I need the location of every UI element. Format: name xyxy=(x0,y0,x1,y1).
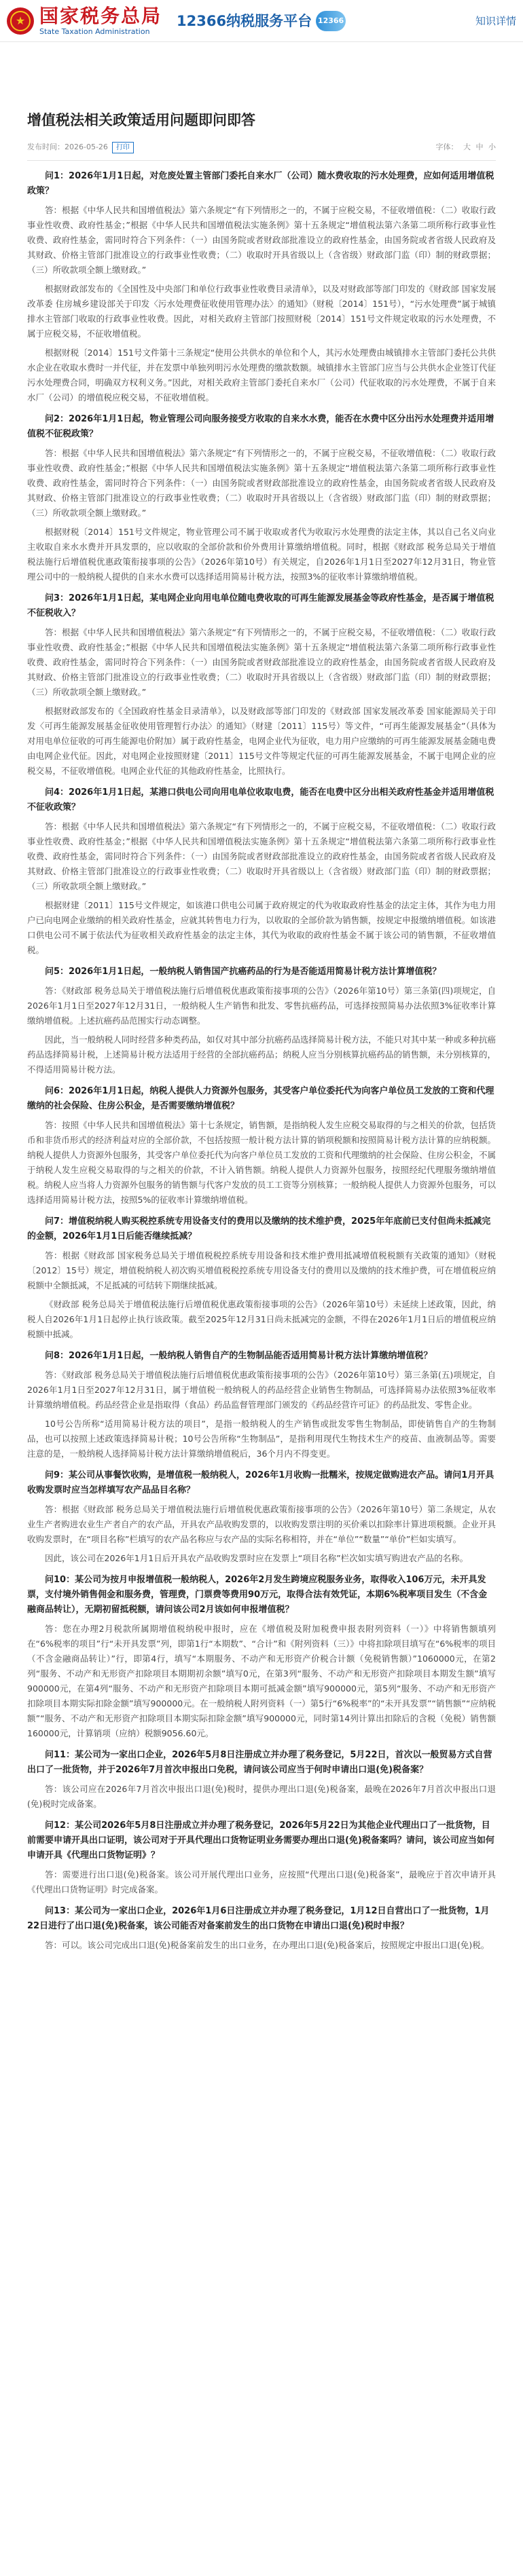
answer-5-paragraph: 答：《财政部 税务总局关于增值税法施行后增值税优惠政策衔接事项的公告》（2026年第10号）第三条第(四)项规定，自2026年1月1日至2027年12月31日，一般纳税人生产销售和批发、零售抗癌药品，可选择按照简易办法依照3%征收率计算缴纳增值税。上述抗癌药品范围实行动态调整。 xyxy=(27,986,496,1026)
font-size-small[interactable]: 小 xyxy=(488,143,496,151)
answer-9-paragraph: 答：根据《财政部 税务总局关于增值税法施行后增值税优惠政策衔接事项的公告》（2026年第10号）第二条规定，从农业生产者购进农业生产者自产的农产品，开具农产品收购发票的，以收购发票注明的买价乘以扣除率计算进项税额。企业开具收购发票时，在“项目名称”栏填写的农产品名称应与农产品的实际名称相符，并在“单位”“数量”“单价”栏如实填写。 xyxy=(27,1504,496,1544)
article-title: 增值税法相关政策适用问题即问即答 xyxy=(27,112,255,128)
answer-9-paragraph: 因此，该公司在2026年1月1日后开具农产品收购发票时应在发票上“项目名称”栏次如实填写购进农产品的名称。 xyxy=(45,1553,469,1563)
answer-11-paragraph: 答：该公司应在2026年7月首次申报出口退(免)税时，提供办理出口退(免)税备案，最晚在2026年7月首次申报出口退(免)税时完成备案。 xyxy=(27,1784,496,1809)
hotline-title[interactable]: 12366纳税服务平台 xyxy=(177,12,312,29)
answer-8-paragraph: 10号公告所称“适用简易计税方法的项目”，是指一般纳税人的生产销售或批发零售生物制品，即使销售自产的生物制品，也可以按照上述政策选择简易计税；10号公告所称“生物制品”，是指利用现代生物技术生产的疫苗、血液制品等。需要注意的是，一般纳税人选择简易计税方法计算缴纳增值税后，36个月内不得变更。 xyxy=(27,1419,496,1459)
site-header xyxy=(0,0,523,42)
answer-1-paragraph: 答：根据《中华人民共和国增值税法》第六条规定“有下列情形之一的，不属于应税交易，不征收增值税：（二）收取行政事业性收费、政府性基金；”根据《中华人民共和国增值税法实施条例》第十五条规定“增值税法第六条第二项所称行政事业性收费、政府性基金，需同时符合下列条件：（一）由国务院或者财政部批准设立的政府性基金，由国务院或者省级人民政府及其财政、价格主管部门批准设立的行政事业性收费；（二）收取时开具省级以上（含省级）财政部门监（印）制的财政票据；（三）所收款项全额上缴财政。” xyxy=(27,205,496,275)
knowledge-detail-link[interactable]: 知识详情 xyxy=(475,14,516,27)
font-size-large[interactable]: 大 xyxy=(463,143,471,151)
tax-emblem-icon[interactable]: ★ xyxy=(7,7,34,35)
answer-5-paragraph: 因此，当一般纳税人同时经营多种类药品，如仅对其中部分抗癌药品选择简易计税方法，不能只对其中某一种或多种抗癌药品选择简易计税，上述简易计税方法适用于经营的全部抗癌药品；纳税人应当分别核算抗癌药品的销售额，未分别核算的，不得适用简易计税方法。 xyxy=(27,1034,496,1075)
article-meta xyxy=(27,140,496,161)
answer-13-paragraph: 答：可以。该公司完成出口退(免)税备案前发生的出口业务，在办理出口退(免)税备案后，按照规定申报出口退(免)税。 xyxy=(45,1940,490,1950)
answer-1-paragraph: 根据财税〔2014〕151号文件第十三条规定“使用公共供水的单位和个人，其污水处理费由城镇排水主管部门委托公共供水企业在收取水费时一并代征，并在发票中单独列明污水处理费的缴款数额。城镇排水主管部门应当与公共供水企业签订代征污水处理费合同，明确双方权利义务。”因此，对相关政府主管部门委托自来水厂（公司）代征收取的污水处理费，不属于自来水厂（公司）的增值税应税交易，不征收增值税。 xyxy=(27,348,496,403)
answer-7-paragraph: 答：根据《财政部 国家税务总局关于增值税税控系统专用设备和技术维护费用抵减增值税税额有关政策的通知》（财税〔2012〕15号）规定，增值税纳税人初次购买增值税税控系统专用设备支付的费用以及缴纳的技术维护费，可在增值税应纳税额中全额抵减，不足抵减的可结转下期继续抵减。 xyxy=(27,1250,496,1290)
answer-1-paragraph: 根据财政部发布的《全国性及中央部门和单位行政事业性收费目录清单》，以及对财政部等部门印发的《财政部 国家发展改革委 住房城乡建设部关于印发〈污水处理费征收使用管理办法〉的通知》（财税〔2014〕151号），“污水处理费”属于城镇排水主管部门收取的行政事业性收费。因此，对相关政府主管部门按照财税〔2014〕151号文件规定收取的污水处理费，不属于应税交易，不征收增值税。 xyxy=(27,284,496,339)
question-8: 问8：2026年1月1日起，一般纳税人销售自产的生物制品能否适用简易计税方法计算缴纳增值税？ xyxy=(45,1351,433,1361)
answer-3-paragraph: 根据财政部发布的《全国政府性基金目录清单》，以及财政部等部门印发的《财政部 国家发展改革委 国家能源局关于印发〈可再生能源发展基金征收使用管理暂行办法〉的通知》（财建〔2011〕115号）等文件，“可再生能源发展基金”（具体为对用电单位征收的可再生能源电价附加）属于政府性基金，电网企业代为征收，电力用户应缴纳的可再生能源发展基金随电费由电网企业代征。因此，对电网企业按照财建〔2011〕115号文件等规定代征的可再生能源发展基金，不属于电网企业的应税交易，不征收增值税。电网企业代征的其他政府性基金，比照执行。 xyxy=(27,706,496,776)
font-size-medium[interactable]: 中 xyxy=(475,143,484,151)
answer-12-paragraph: 答：需要进行出口退(免)税备案。该公司开展代理出口业务，应按照“代理出口退(免)税备案”，最晚应于首次申请开具《代理出口货物证明》时完成备案。 xyxy=(27,1869,496,1894)
question-1: 问1：2026年1月1日起，对危废处置主管部门委托自来水厂（公司）随水费收取的污水处理费，应如何适用增值税政策？ xyxy=(27,171,494,196)
answer-7-paragraph: 《财政部 税务总局关于增值税法施行后增值税优惠政策衔接事项的公告》（2026年第10号）未延续上述政策，因此，纳税人自2026年1月1日起停止执行该政策。截至2025年12月31日尚未抵减完的金额，不得在2026年1月1日后的增值税应纳税额中抵减。 xyxy=(27,1299,496,1339)
answer-2-paragraph: 答：根据《中华人民共和国增值税法》第六条规定“有下列情形之一的，不属于应税交易，不征收增值税：（二）收取行政事业性收费、政府性基金；”根据《中华人民共和国增值税法实施条例》第十五条规定“增值税法第六条第二项所称行政事业性收费、政府性基金，需同时符合下列条件：（一）由国务院或者财政部批准设立的政府性基金，由国务院或者省级人民政府及其财政、价格主管部门批准设立的行政事业性收费；（二）收取时开具省级以上（含省级）财政部门监（印）制的财政票据；（三）所收款项全额上缴财政。” xyxy=(27,448,496,518)
font-size-label: 字体： xyxy=(435,143,458,151)
question-7: 问7：增值税纳税人购买税控系统专用设备支付的费用以及缴纳的技术维护费，2025年年底前已支付但尚未抵减完的金额，2026年1月1日后能否继续抵减？ xyxy=(27,1216,491,1242)
question-2: 问2：2026年1月1日起，物业管理公司向服务接受方收取的自来水水费，能否在水费中区分出污水处理费并适用增值税不征税政策？ xyxy=(27,414,494,439)
article-container xyxy=(0,110,523,1980)
question-3: 问3：2026年1月1日起，某电网企业向用电单位随电费收取的可再生能源发展基金等政府性基金，是否属于增值税不征税收入？ xyxy=(27,593,494,618)
answer-6-paragraph: 答：按照《中华人民共和国增值税法》第十七条规定，销售额，是指纳税人发生应税交易取得的与之相关的价款，包括货币和非货币形式的经济利益对应的全部价款，不包括按照一般计税方法计算的销项税额和按照简易计税方法计算的应纳税额。纳税人提供人力资源外包服务，其受客户单位委托代为向客户单位员工发放的工资和代理缴纳的社会保险、住房公积金，不属于纳税人发生应税交易取得的与之相关的价款，不计入销售额。纳税人提供人力资源外包服务，按照经纪代理服务缴纳增值税。纳税人应当将人力资源外包服务的销售额与代客户发放的员工工资等分别核算；一般纳税人提供人力资源外包服务，可以选择适用简易计税方法，按照5%的征收率计算缴纳增值税。 xyxy=(27,1120,496,1205)
question-11: 问11：某公司为一家出口企业，2026年5月8日注册成立并办理了税务登记，5月22日，首次以一般贸易方式自营出口了一批货物，并于2026年7月首次申报出口免税，请问该公司应当于何时申请出口退(免)税备案？ xyxy=(27,1750,492,1775)
answer-10-paragraph: 答：您在办理2月税款所属期增值税纳税申报时，应在《增值税及附加税费申报表附列资料（一）》中将销售额填列在“6%税率的项目”行“未开具发票”列，即第1行“本期数”、“合计”和《附列资料（三）》中将扣除项目填写在“6%税率的项目（不含金融商品转让）”行，即第4行，填写“本期服务、不动产和无形资产价税合计额（免税销售额）”1060000元，在第2列“服务、不动产和无形资产扣除项目本期期初余额”填写0元，在第3列“服务、不动产和无形资产扣除项目本期发生额”填写900000元，在第4列“服务、不动产和无形资产扣除项目本期可抵减金额”填写900000元，第5列“服务、不动产和无形资产扣除项目本期实际扣除金额”填写900000元。在一般纳税人附列资料（一）第5行“6%税率”的“未开具发票”“销售额”“应纳税额”“服务、不动产和无形资产扣除项目本期实际扣除金额”填写900000元，同时第14列计算出扣除后的含税（免税）销售额160000元，计算销项（应纳）税额9056.60元。 xyxy=(27,1624,496,1738)
question-4: 问4：2026年1月1日起，某港口供电公司向用电单位收取电费，能否在电费中区分出相关政府性基金并适用增值税不征收政策？ xyxy=(27,787,494,813)
footer-spacer xyxy=(27,1953,496,1980)
print-button[interactable]: 打印 xyxy=(112,142,134,153)
answer-3-paragraph: 答：根据《中华人民共和国增值税法》第六条规定“有下列情形之一的，不属于应税交易，不征收增值税：（二）收取行政事业性收费、政府性基金；”根据《中华人民共和国增值税法实施条例》第十五条规定“增值税法第六条第二项所称行政事业性收费、政府性基金，需同时符合下列条件：（一）由国务院或者财政部批准设立的政府性基金，由国务院或者省级人民政府及其财政、价格主管部门批准设立的行政事业性收费；（二）收取时开具省级以上（含省级）财政部门监（印）制的财政票据；（三）所收款项全额上缴财政。” xyxy=(27,627,496,697)
answer-8-paragraph: 答：《财政部 税务总局关于增值税法施行后增值税优惠政策衔接事项的公告》（2026年第10号）第三条第(五)项规定，自2026年1月1日至2027年12月31日，属于增值税一般纳税人的药品经营企业销售生物制品，可选择简易办法依照3%征收率计算缴纳增值税。药品经营企业是指取得（食品）药品监督管理部门颁发的《药品经营许可证》的药品批发、零售企业。 xyxy=(27,1370,496,1410)
publish-date: 2026-05-26 xyxy=(65,143,108,151)
question-10: 问10：某公司为按月申报增值税一般纳税人，2026年2月发生跨境应税服务业务，取得收入106万元，未开具发票，支付境外销售佣金和服务费，管理费，门票费等费用90万元，取得合法有效凭证，本期6%税率项目发生（不含金融商品转让），无期初留抵税额，请问该公司2月该如何申报增值税？ xyxy=(27,1575,488,1615)
hotline-badge-icon: 12366 xyxy=(316,11,346,31)
question-6: 问6：2026年1月1日起，纳税人提供人力资源外包服务，其受客户单位委托代为向客户单位员工发放的工资和代理缴纳的社会保险、住房公积金，是否需要缴纳增值税？ xyxy=(27,1086,494,1111)
site-logo[interactable] xyxy=(39,5,162,36)
logo-chinese-name: 国家税务总局 xyxy=(39,5,162,27)
answer-2-paragraph: 根据财税〔2014〕151号文件规定，物业管理公司不属于收取或者代为收取污水处理费的法定主体，其以自己名义向业主收取自来水水费并开具发票的，应以收取的全部价款和价外费用计算缴纳增值税。同时，根据《财政部 税务总局关于增值税法施行后增值税优惠政策衔接事项的公告》（2026年第10号）有关规定，自2026年1月1日至2027年12月31日，物业管理公司中的一般纳税人提供的自来水水费可以选择适用简易计税方法，按照3%的征收率计算缴纳增值税。 xyxy=(27,527,496,582)
qa-list xyxy=(27,169,496,1953)
answer-4-paragraph: 答：根据《中华人民共和国增值税法》第六条规定“有下列情形之一的，不属于应税交易，不征收增值税：（二）收取行政事业性收费、政府性基金；”根据《中华人民共和国增值税法实施条例》第十五条规定“增值税法第六条第二项所称行政事业性收费、政府性基金，需同时符合下列条件：（一）由国务院或者财政部批准设立的政府性基金，由国务院或者省级人民政府及其财政、价格主管部门批准设立的行政事业性收费；（二）收取时开具省级以上（含省级）财政部门监（印）制的财政票据；（三）所收款项全额上缴财政。” xyxy=(27,821,496,891)
font-size-controls xyxy=(433,140,497,155)
logo-english-name: State Taxation Administration xyxy=(39,27,150,36)
question-12: 问12：某公司2026年5月8日注册成立并办理了税务登记，2026年5月22日为其他企业代理出口了一批货物，目前需要申请开具出口证明，该公司对于开具代理出口货物证明业务需要办理出口退(免)税备案吗？请问，该公司应当如何申请开具《代理出口货物证明》？ xyxy=(27,1821,494,1861)
question-9: 问9：某公司从事餐饮收购，是增值税一般纳税人，2026年1月收购一批糯米，按规定做购进农产品。请问1月开具收购发票时应当怎样填写农产品品目名称？ xyxy=(27,1470,494,1495)
publish-label: 发布时间： xyxy=(27,143,65,151)
question-5: 问5：2026年1月1日起，一般纳税人销售国产抗癌药品的行为是否能适用简易计税方法计算增值税？ xyxy=(45,967,441,977)
question-13: 问13：某公司为一家出口企业，2026年1月6日注册成立并办理了税务登记，1月12日自营出口了一批货物，1月22日进行了出口退(免)税备案，该公司能否对备案前发生的出口货物在申请出口退(免)税时申报？ xyxy=(27,1906,490,1931)
answer-4-paragraph: 根据财建〔2011〕115号文件规定，如该港口供电公司属于政府规定的代为收取政府性基金的法定主体，其作为电力用户已向电网企业缴纳的相关政府性基金，应就其转售电力行为，以收取的全部价款为销售额，按规定申报缴纳增值税。如该港口供电公司不属于依法代为征收相关政府性基金的法定主体，其代为收取的政府性基金不属于该公司的销售额，不征收增值税。 xyxy=(27,900,496,955)
